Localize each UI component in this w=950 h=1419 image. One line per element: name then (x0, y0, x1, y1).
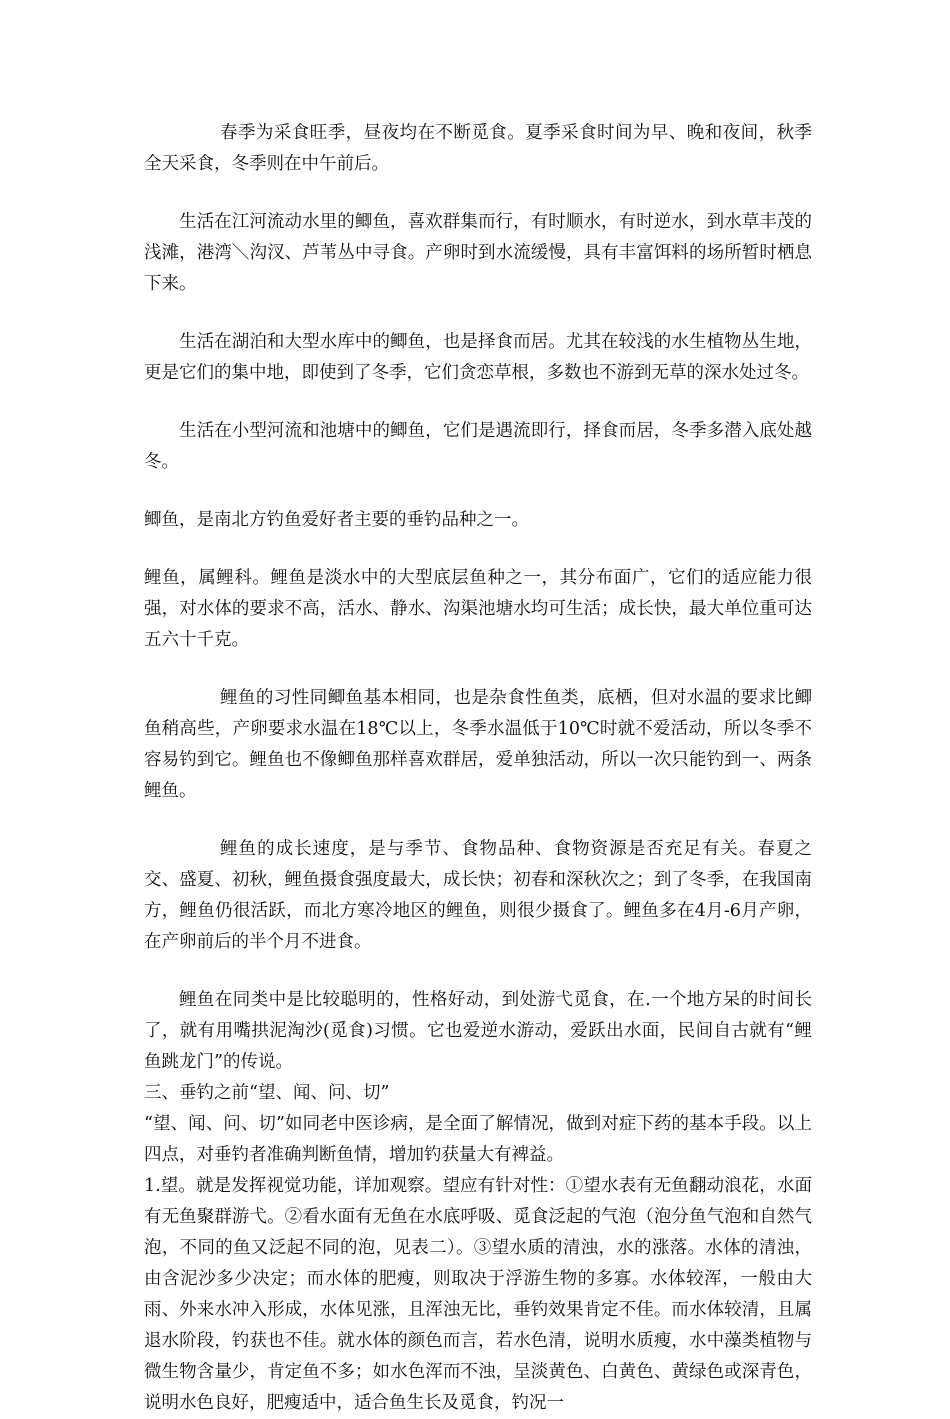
paragraph-river-crucian: 生活在江河流动水里的鲫鱼，喜欢群集而行，有时顺水，有时逆水，到水草丰茂的浅滩，港湾＼沟汊、芦苇丛中寻食。产卵时到水流缓慢，具有丰富饵料的场所暂时栖息下来。 (144, 212, 812, 294)
paragraph-lake-crucian: 生活在湖泊和大型水库中的鲫鱼，也是择食而居。尤其在较浅的水生植物丛生地，更是它们的集中地，即使到了冬季，它们贪恋草根，多数也不游到无草的深水处过冬。 (144, 332, 812, 383)
paragraph-crucian-summary: 鲫鱼，是南北方钓鱼爱好者主要的垂钓品种之一。 (144, 510, 529, 530)
paragraph-carp-behavior: 鲤鱼在同类中是比较聪明的，性格好动，到处游弋觅食，在.一个地方呆的时间长了，就有用嘴拱泥淘沙(觅食)习惯。它也爱逆水游动，爱跃出水面，民间自古就有“鲤鱼跳龙门”的传说。 (144, 990, 812, 1072)
paragraph-four-methods: “望、闻、问、切”如同老中医诊病，是全面了解情况，做到对症下药的基本手段。以上四点，对垂钓者准确判断鱼情，增加钓获量大有裨益。 (144, 1114, 812, 1165)
paragraph-carp-intro: 鲤鱼，属鲤科。鲤鱼是淡水中的大型底层鱼种之一，其分布面广，它们的适应能力很强，对水体的要求不高，活水、静水、沟渠池塘水均可生活；成长快，最大单位重可达五六十千克。 (144, 568, 812, 650)
paragraph-pond-crucian: 生活在小型河流和池塘中的鲫鱼，它们是遇流即行，择食而居，冬季多潜入底处越冬。 (144, 421, 812, 472)
section-heading: 三、垂钓之前“望、闻、问、切” (144, 1083, 390, 1103)
paragraph-observe: 1.望。就是发挥视觉功能，详加观察。望应有针对性：①望水表有无鱼翻动浪花，水面有无鱼聚群游弋。②看水面有无鱼在水底呼吸、觅食泛起的气泡（泡分鱼气泡和自然气泡，不同的鱼又泛起不同的泡，见表二）。③望水质的清浊，水的涨落。水体的清浊，由含泥沙多少决定；而水体的肥瘦，则取决于浮游生物的多寡。水体较浑，一般由大雨、外来水冲入形成，水体见涨，且浑浊无比，垂钓效果肯定不佳。而水体较清，且属退水阶段，钓获也不佳。就水体的颜色而言，若水色清，说明水质瘦，水中藻类植物与微生物含量少，肯定鱼不多；如水色浑而不浊，呈淡黄色、白黄色、黄绿色或深青色，说明水色良好，肥瘦适中，适合鱼生长及觅食，钓况一 (144, 1176, 812, 1413)
paragraph-carp-growth: 鲤鱼的成长速度，是与季节、食物品种、食物资源是否充足有关。春夏之交、盛夏、初秋，鲤鱼摄食强度最大，成长快；初春和深秋次之；到了冬季，在我国南方，鲤鱼仍很活跃，而北方寒冷地区的鲤鱼，则很少摄食了。鲤鱼多在4月-6月产卵，在产卵前后的半个月不进食。 (144, 839, 812, 952)
paragraph-spring-feeding: 春季为采食旺季，昼夜均在不断觅食。夏季采食时间为早、晚和夜间，秋季全天采食，冬季则在中午前后。 (144, 123, 812, 174)
text-column (144, 118, 812, 1419)
paragraph-carp-habits: 鲤鱼的习性同鲫鱼基本相同，也是杂食性鱼类，底栖，但对水温的要求比鲫鱼稍高些，产卵要求水温在18℃以上，冬季水温低于10℃时就不爱活动，所以冬季不容易钓到它。鲤鱼也不像鲫鱼那样喜欢群居，爱单独活动，所以一次只能钓到一、两条鲤鱼。 (144, 688, 812, 801)
